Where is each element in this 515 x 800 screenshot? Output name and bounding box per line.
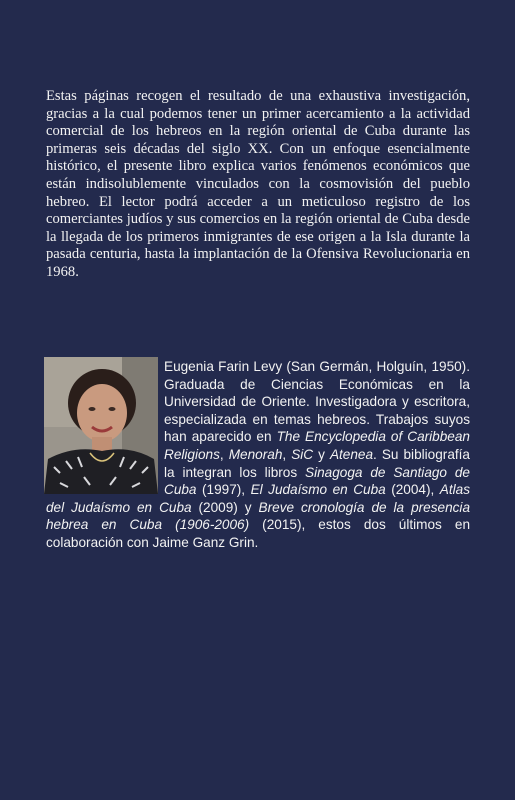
bio-text: (2004), bbox=[385, 482, 440, 498]
bio-title: SiC bbox=[291, 446, 314, 462]
bio-title: Menorah bbox=[228, 446, 283, 462]
bio-title: Atlas del Judaísmo en Cuba bbox=[46, 482, 470, 515]
bio-text: , bbox=[282, 446, 292, 462]
bio-text: . Su bibliografía la integran los libros bbox=[164, 446, 470, 480]
blurb-paragraph: Estas páginas recogen el resultado de una exhaustiva investigación, gracias a la cual podemos tener un primer acercamiento a la actividad comercial de los hebreos en la región oriental de Cuba durante las primeras seis décadas del siglo XX. Con un enfoque esencialmente histórico, el presente libro explica varios fenómenos económicos que están indisolublemente vinculados con la cosmovisión del pueblo hebreo. El lector podrá acceder a un meticuloso registro de los comerciantes judíos y sus comercios en la región oriental de Cuba desde la llegada de los primeros inmigrantes de ese origen a la Isla durante la pasada centuria, hasta la implantación de la Ofensiva Revolucionaria en 1968. bbox=[46, 88, 470, 280]
bio-text: y bbox=[313, 446, 330, 462]
bio-text: (1997), bbox=[196, 482, 251, 498]
author-bio bbox=[46, 358, 470, 552]
bio-title: El Judaísmo en Cuba bbox=[250, 482, 386, 498]
back-cover-blurb bbox=[46, 88, 470, 282]
bio-text: , bbox=[219, 446, 229, 462]
bio-text: (2015), estos dos últimos en colaboración con Jaime Ganz Grin. bbox=[46, 517, 471, 550]
bio-title: The Encyclopedia of Caribbean Religions bbox=[164, 429, 470, 462]
bio-text: (2009) y bbox=[191, 499, 259, 515]
photo-spacer bbox=[46, 358, 164, 498]
bio-title: Atenea bbox=[329, 446, 374, 462]
bio-title: Breve cronología de la presencia hebrea en Cuba (1906-2006) bbox=[46, 499, 471, 533]
bio-text: Eugenia Farin Levy (San Germán, Holguín, 1950). Graduada de Ciencias Económicas en la Universidad de Oriente. Investigadora y escritora, especializada en temas hebreos. Trabajos suyos han aparecido en bbox=[164, 359, 470, 445]
bio-title: Sinagoga de Santiago de Cuba bbox=[164, 464, 470, 498]
